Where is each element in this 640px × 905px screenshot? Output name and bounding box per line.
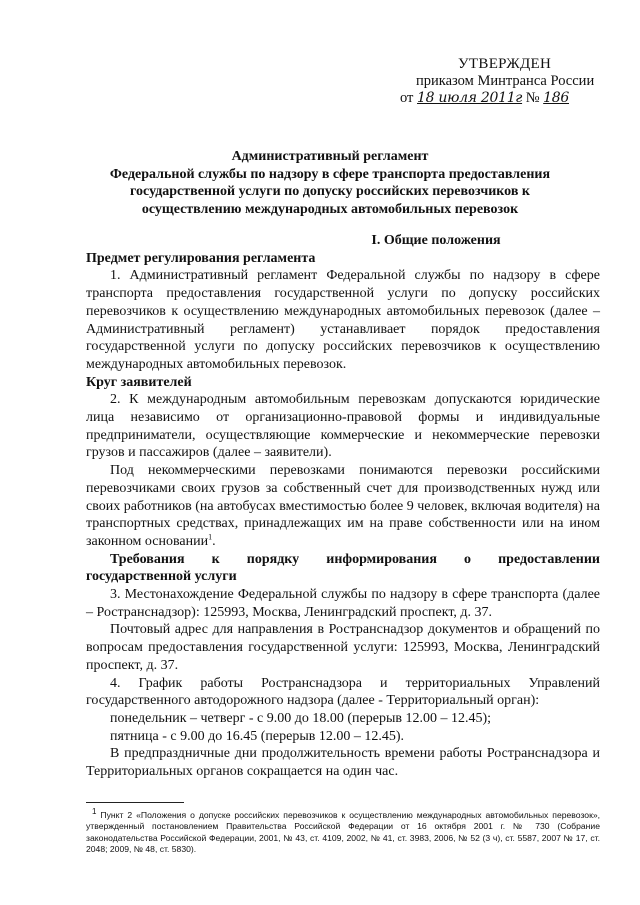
approval-number-handwritten: 186: [543, 90, 569, 106]
footnote-mark: 1: [92, 807, 97, 817]
paragraph-1: 1. Административный регламент Федеральной службы по надзору в сфере транспорта предоставления государственной услуги по допуску российских перевозчиков к осуществлению международных автомобильных перевозок (далее – Административный регламент) устанавливает порядок предоставления государственной услуги по допуску российских перевозчиков к осуществлению международных автомобильных перевозок.: [86, 268, 600, 372]
footnote: [86, 807, 601, 855]
schedule-line: пятница - с 9.00 до 16.45 (перерыв 12.00 – 12.45).: [110, 728, 404, 744]
subject-heading: Предмет регулирования регламента: [86, 250, 316, 266]
approval-date-handwritten: 18 июля 2011г: [417, 90, 523, 106]
paragraph-3: [86, 462, 600, 551]
section-heading: I. Общие положения: [371, 233, 501, 248]
req-word: информирования: [326, 551, 437, 567]
req-word: порядку: [246, 551, 300, 567]
approval-block: [400, 56, 610, 107]
paragraph-4: 3. Местонахождение Федеральной службы по надзору в сфере транспорта (далее – Ространснадзор): 125993, Москва, Ленинградский проспект, д. 37.: [86, 587, 600, 620]
paragraph-7: В предпраздничные дни продолжительность времени работы Ространснадзора и Территориальных органов сокращается на один час.: [86, 746, 600, 780]
req-word: к: [211, 551, 220, 567]
req-word: предоставлении: [498, 551, 600, 567]
paragraph-3-text: Под некоммерческими перевозками понимаются перевозки российскими перевозчиками своих грузов за собственный счет для производственных нужд или своих работников (на автобусах вместимостью более 9 человек, включая водителя) на транспортных средствах, принадлежащих им на праве собственности или на ином законном основании: [86, 463, 600, 549]
req-word: о: [464, 551, 472, 567]
paragraph-5: Почтовый адрес для направления в Ространснадзор документов и обращений по вопросам предоставления государственной услуги: 125993, Москва, Ленинградский проспект, д. 37.: [86, 622, 600, 673]
footnote-divider: [86, 802, 184, 803]
footnote-text: Пункт 2 «Положения о допуске российских перевозчиков к осуществлению международных автомобильных перевозок», утвержденный постановлением Правительства Российской Федерации от 16 октября 2001 г. № 730 (Собрание законодательства Российской Федерации, 2001, № 43, ст. 4109, 2002, № 41, ст. 3983, 2006, № 52 (3 ч), ст. 5587, 2007 № 17, ст. 2048; 2009, № 48, ст. 5830).: [86, 810, 601, 854]
approval-date-line: [400, 90, 610, 107]
document-title: [70, 148, 590, 218]
title-line: государственной услуги по допуску российских перевозчиков к: [130, 184, 530, 199]
document-body: [86, 232, 600, 781]
title-line: Административный регламент: [231, 149, 429, 164]
req-word: Требования: [110, 551, 185, 567]
requirements-heading-line1: [86, 551, 600, 569]
applicants-heading: Круг заявителей: [86, 374, 192, 390]
approval-order: приказом Минтранса России: [416, 73, 595, 89]
paragraph-6: 4. График работы Ространснадзора и территориальных Управлений государственного автодорожного надзора (далее - Территориальный орган):: [86, 675, 600, 709]
approval-title: УТВЕРЖДЕН: [458, 56, 552, 72]
title-line: Федеральной службы по надзору в сфере транспорта предоставления: [109, 166, 551, 182]
paragraph-3-end: .: [212, 533, 216, 549]
footnote-ref: 1: [208, 532, 213, 542]
title-line: осуществлению международных автомобильных перевозок: [141, 201, 519, 217]
paragraph-2: 2. К международным автомобильным перевозкам допускаются юридические лица независимо от организационно-правовой формы и индивидуальные предприниматели, осуществляющие коммерческие и некоммерческие перевозки грузов и пассажиров (далее – заявители).: [86, 392, 600, 461]
schedule-line: понедельник – четверг - с 9.00 до 18.00 (перерыв 12.00 – 12.45);: [110, 710, 492, 726]
approval-no: №: [525, 90, 540, 106]
requirements-heading-line2: государственной услуги: [86, 569, 237, 585]
approval-from: от: [400, 90, 414, 106]
